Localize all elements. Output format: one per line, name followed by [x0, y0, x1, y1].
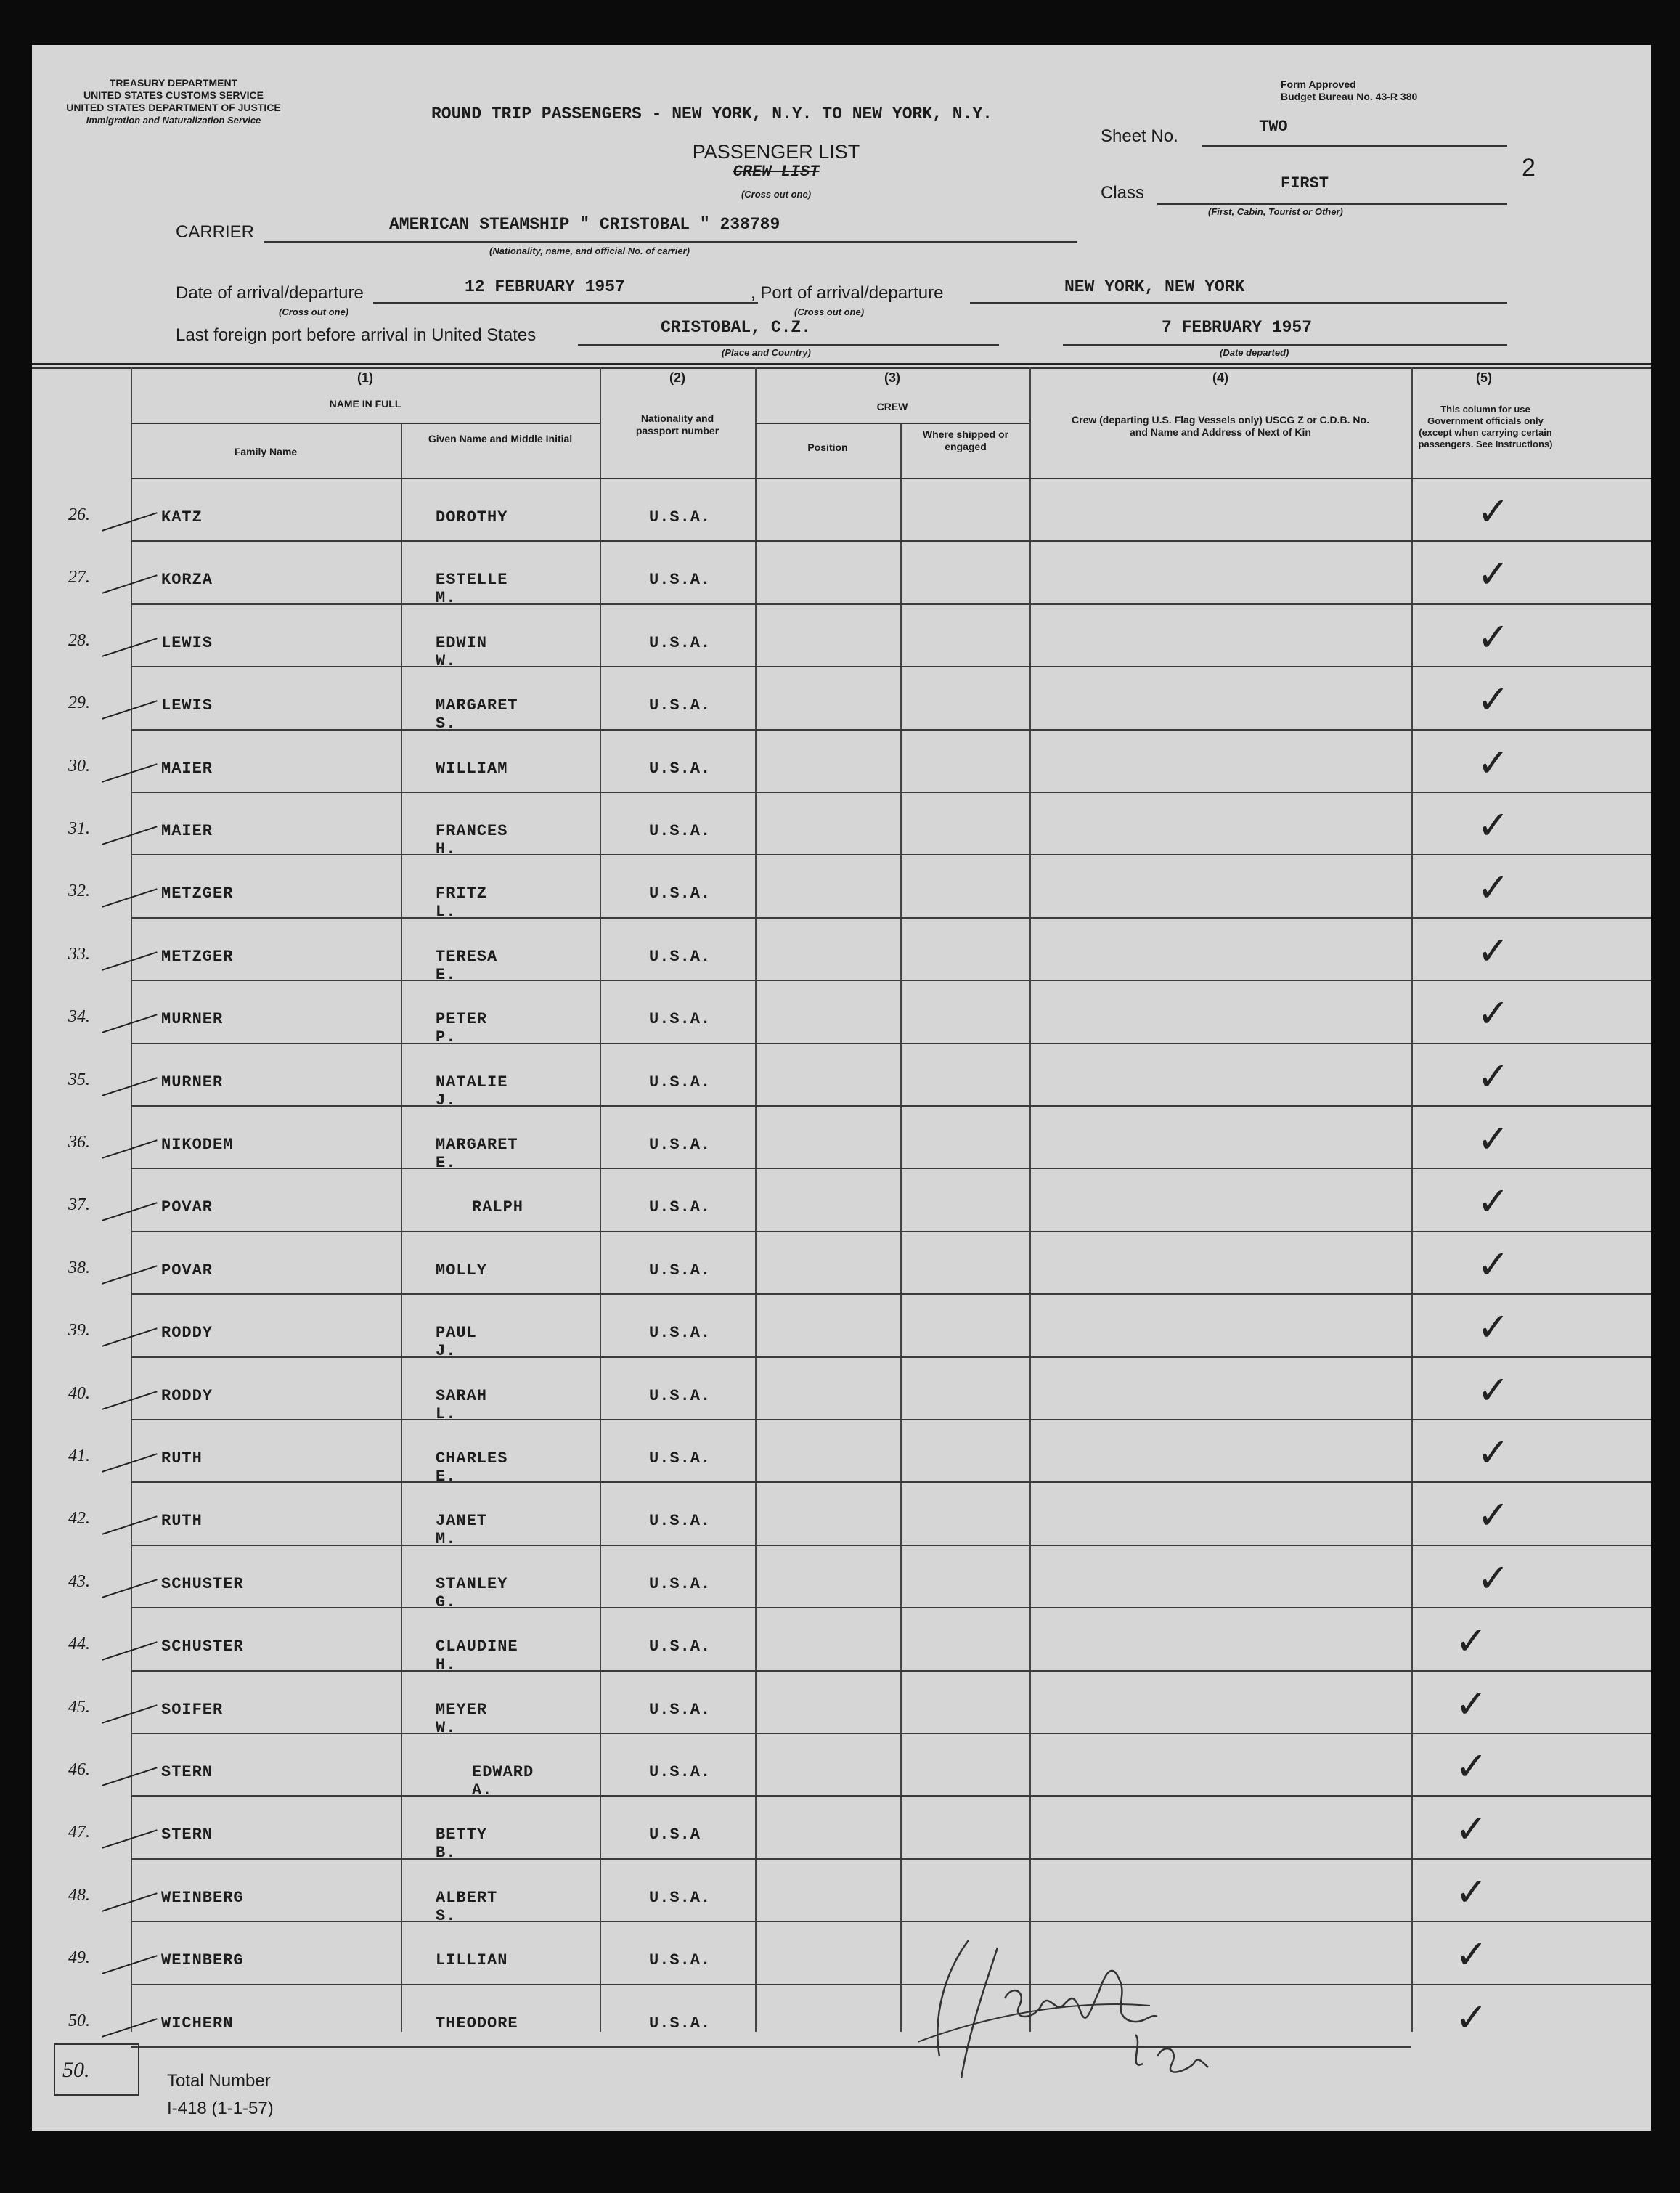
row-separator-line	[131, 1356, 1651, 1358]
port-of-arrival-value: NEW YORK, NEW YORK	[1064, 277, 1245, 296]
given-name-cell: TERESA E.	[436, 947, 498, 984]
col5-divider	[1411, 367, 1413, 2032]
row-separator-line	[131, 666, 1651, 667]
carrier-caption: (Nationality, name, and official No. of carrier)	[489, 245, 690, 256]
inspection-check-mark: ✓	[1477, 865, 1510, 911]
class-caption: (First, Cabin, Tourist or Other)	[1208, 206, 1343, 217]
family-name-cell: SCHUSTER	[161, 1574, 244, 1593]
nationality-cell: U.S.A.	[649, 1700, 711, 1719]
total-number-label: Total Number	[167, 2071, 271, 2091]
col5-number: (5)	[1476, 370, 1492, 385]
col1-title: NAME IN FULL	[329, 398, 401, 410]
given-name-cell: JANET M.	[436, 1512, 488, 1549]
row-separator-line	[131, 1481, 1651, 1483]
row-tick-stroke	[102, 1014, 158, 1033]
given-name-cell: PETER P.	[436, 1010, 488, 1047]
inspection-check-mark: ✓	[1477, 551, 1510, 598]
nationality-cell: U.S.A.	[649, 822, 711, 840]
inspection-check-mark: ✓	[1455, 1618, 1488, 1664]
row-number: 29.	[68, 693, 90, 713]
nationality-cell: U.S.A.	[649, 884, 711, 903]
nationality-cell: U.S.A.	[649, 1574, 711, 1593]
row-separator-line	[131, 792, 1651, 793]
crew-list-struck: CREW LIST	[733, 163, 820, 181]
family-name-cell: STERN	[161, 1826, 213, 1844]
dept-line: TREASURY DEPARTMENT	[109, 77, 238, 89]
family-name-cell: KATZ	[161, 508, 203, 526]
form-approved-text: Form Approved	[1281, 78, 1356, 90]
inspection-check-mark: ✓	[1455, 1868, 1488, 1915]
given-name-cell: EDWIN W.	[436, 633, 488, 670]
given-name-cell: ESTELLE M.	[436, 571, 508, 608]
inspection-check-mark: ✓	[1477, 1555, 1510, 1601]
family-name-header: Family Name	[234, 446, 298, 457]
given-name-cell: ALBERT S.	[436, 1888, 498, 1925]
col5-title: This column for use Government officials only (except when carrying certain passengers. See Instructions)	[1418, 404, 1553, 449]
family-name-cell: RUTH	[161, 1449, 203, 1468]
nationality-cell: U.S.A.	[649, 1637, 711, 1656]
row-number: 49.	[68, 1948, 90, 1968]
name-subheader-line	[131, 423, 600, 424]
given-name-cell: WILLIAM	[436, 759, 508, 778]
row-number: 32.	[68, 882, 90, 901]
family-name-cell: MURNER	[161, 1073, 224, 1091]
dept-line: UNITED STATES DEPARTMENT OF JUSTICE	[66, 102, 281, 113]
row-separator-line	[131, 1607, 1651, 1608]
row-tick-stroke	[102, 1203, 158, 1222]
place-country-caption: (Place and Country)	[722, 347, 811, 358]
dept-line: Immigration and Naturalization Service	[86, 115, 261, 126]
col3-number: (3)	[884, 370, 900, 385]
row-number: 40.	[68, 1383, 90, 1403]
departed-line	[1063, 344, 1507, 346]
inspection-check-mark: ✓	[1477, 802, 1510, 848]
col1-number: (1)	[357, 370, 373, 385]
nationality-cell: U.S.A.	[649, 1951, 711, 1970]
row-separator-line	[131, 1231, 1651, 1232]
given-name-cell: MOLLY	[436, 1261, 488, 1279]
family-name-cell: SCHUSTER	[161, 1637, 244, 1656]
inspection-check-mark: ✓	[1477, 1492, 1510, 1539]
family-name-cell: METZGER	[161, 884, 234, 903]
col4-number: (4)	[1212, 370, 1228, 385]
row-separator-line	[131, 1105, 1651, 1107]
inspection-check-mark: ✓	[1455, 1806, 1488, 1852]
given-name-cell: BETTY B.	[436, 1826, 488, 1863]
family-name-cell: MAIER	[161, 822, 213, 840]
given-name-cell: MARGARET S.	[436, 696, 518, 733]
given-name-cell: CLAUDINE H.	[436, 1637, 518, 1675]
row-number: 45.	[68, 1697, 90, 1717]
date-departed-caption: (Date departed)	[1220, 347, 1289, 358]
list-title-typed: ROUND TRIP PASSENGERS - NEW YORK, N.Y. TO NEW YORK, N.Y.	[431, 105, 992, 123]
row-separator-line	[131, 1670, 1651, 1672]
row-number: 30.	[68, 756, 90, 776]
row-separator-line	[131, 1419, 1651, 1420]
nationality-cell: U.S.A.	[649, 1449, 711, 1468]
row-number: 48.	[68, 1885, 90, 1905]
sheet-no-label: Sheet No.	[1101, 126, 1178, 146]
col3-divider	[755, 367, 757, 2032]
nationality-cell: U.S.A.	[649, 947, 711, 966]
row-tick-stroke	[102, 1830, 158, 1850]
row-separator-line	[131, 1293, 1651, 1295]
date-departed-value: 7 FEBRUARY 1957	[1162, 318, 1313, 337]
nationality-cell: U.S.A.	[649, 1010, 711, 1029]
row-tick-stroke	[102, 763, 158, 783]
nationality-cell: U.S.A.	[649, 1888, 711, 1907]
given-name-cell: MEYER W.	[436, 1700, 488, 1737]
family-name-cell: METZGER	[161, 947, 234, 966]
nationality-cell: U.S.A	[649, 1826, 701, 1844]
row-number: 42.	[68, 1509, 90, 1529]
row-tick-stroke	[102, 1767, 158, 1786]
nationality-cell: U.S.A.	[649, 1198, 711, 1217]
family-name-cell: MURNER	[161, 1010, 224, 1029]
col2-number: (2)	[669, 370, 685, 385]
row-number: 34.	[68, 1007, 90, 1027]
inspection-check-mark: ✓	[1477, 1241, 1510, 1287]
department-header	[39, 77, 308, 126]
family-name-cell: KORZA	[161, 571, 213, 590]
inspection-check-mark: ✓	[1477, 489, 1510, 534]
row-tick-stroke	[102, 1139, 158, 1159]
cross-out-caption-port: (Cross out one)	[794, 306, 865, 317]
inspection-check-mark: ✓	[1477, 1053, 1510, 1099]
carrier-label: CARRIER	[176, 222, 255, 242]
row-tick-stroke	[102, 1265, 158, 1285]
row-tick-stroke	[102, 1516, 158, 1536]
inspection-check-mark: ✓	[1477, 990, 1510, 1037]
family-name-cell: LEWIS	[161, 633, 213, 652]
cross-out-caption: (Cross out one)	[741, 189, 812, 200]
crew-header: CREW	[876, 401, 908, 412]
nationality-cell: U.S.A.	[649, 1512, 711, 1531]
inspection-check-mark: ✓	[1477, 614, 1510, 660]
given-name-cell: PAUL J.	[436, 1324, 477, 1361]
row-tick-stroke	[102, 1453, 158, 1473]
given-name-cell: STANLEY G.	[436, 1574, 508, 1611]
row-tick-stroke	[102, 575, 158, 595]
table-top-line	[32, 363, 1651, 365]
row-separator-line	[131, 540, 1651, 542]
nationality-cell: U.S.A.	[649, 1324, 711, 1343]
row-separator-line	[131, 980, 1651, 981]
inspection-check-mark: ✓	[1477, 739, 1510, 786]
row-number: 28.	[68, 630, 90, 650]
col4-divider	[1029, 367, 1031, 2032]
last-port-line	[578, 344, 999, 346]
family-name-cell: MAIER	[161, 759, 213, 778]
given-name-cell: FRITZ L.	[436, 884, 488, 921]
last-foreign-port-value: CRISTOBAL, C.Z.	[661, 318, 812, 337]
nationality-cell: U.S.A.	[649, 696, 711, 715]
given-name-cell: FRANCES H.	[436, 822, 508, 858]
row-tick-stroke	[102, 700, 158, 720]
family-name-cell: WEINBERG	[161, 1888, 244, 1907]
passenger-list-title: PASSENGER LIST	[692, 141, 860, 163]
inspection-check-mark: ✓	[1477, 1367, 1510, 1413]
family-name-cell: STERN	[161, 1763, 213, 1781]
nationality-cell: U.S.A.	[649, 1386, 711, 1405]
row-number: 39.	[68, 1321, 90, 1340]
row-tick-stroke	[102, 2018, 158, 2038]
family-name-cell: SOIFER	[161, 1700, 224, 1719]
row-tick-stroke	[102, 1704, 158, 1724]
inspection-check-mark: ✓	[1477, 1430, 1510, 1476]
row-tick-stroke	[102, 512, 158, 532]
row-tick-stroke	[102, 951, 158, 971]
carrier-value: AMERICAN STEAMSHIP " CRISTOBAL " 238789	[389, 215, 780, 234]
crew-subheader-line	[755, 423, 1029, 424]
class-line	[1157, 203, 1507, 205]
row-number: 36.	[68, 1133, 90, 1152]
row-number: 27.	[68, 568, 90, 587]
row-separator-line	[131, 1984, 1651, 1985]
given-name-cell: EDWARD A.	[472, 1763, 534, 1799]
row-separator-line	[131, 917, 1651, 919]
header-bottom-line	[131, 478, 1651, 479]
given-name-cell: MARGARET E.	[436, 1136, 518, 1172]
date-line	[373, 302, 758, 304]
budget-bureau-text: Budget Bureau No. 43-R 380	[1281, 91, 1418, 102]
row-separator-line	[131, 1043, 1651, 1044]
nationality-header: Nationality and passport number	[635, 412, 719, 436]
inspection-check-mark: ✓	[1455, 1744, 1488, 1789]
table-top-line-2	[32, 367, 1651, 369]
row-separator-line	[131, 603, 1651, 605]
port-of-arrival-label: , Port of arrival/departure	[751, 283, 944, 303]
form-approval	[1281, 78, 1417, 103]
row-number: 43.	[68, 1571, 90, 1591]
sheet-no-line	[1202, 145, 1507, 147]
inspection-check-mark: ✓	[1477, 927, 1510, 974]
given-name-cell: RALPH	[472, 1198, 524, 1217]
row-number: 50.	[68, 2011, 90, 2030]
row-tick-stroke	[102, 1579, 158, 1598]
row-separator-line	[131, 729, 1651, 731]
family-name-cell: RODDY	[161, 1324, 213, 1343]
where-shipped-header: Where shipped or engaged	[922, 428, 1009, 452]
given-name-cell: NATALIE J.	[436, 1073, 508, 1110]
position-header: Position	[807, 442, 848, 453]
inspector-signature	[918, 1911, 1324, 2100]
family-name-cell: NIKODEM	[161, 1136, 234, 1154]
date-of-arrival-label: Date of arrival/departure	[176, 283, 364, 303]
port-line	[970, 302, 1507, 304]
sheet-no-value: TWO	[1259, 118, 1288, 136]
family-given-divider	[401, 423, 402, 2032]
row-number: 44.	[68, 1635, 90, 1654]
last-foreign-port-label: Last foreign port before arrival in United States	[176, 325, 537, 345]
nationality-cell: U.S.A.	[649, 1136, 711, 1154]
given-name-cell: LILLIAN	[436, 1951, 508, 1970]
nationality-cell: U.S.A.	[649, 508, 711, 526]
row-number: 26.	[68, 505, 90, 524]
row-number: 35.	[68, 1070, 90, 1089]
col2-divider	[600, 367, 601, 2032]
row-tick-stroke	[102, 1327, 158, 1347]
dept-line: UNITED STATES CUSTOMS SERVICE	[83, 89, 264, 101]
nationality-cell: U.S.A.	[649, 2014, 711, 2033]
row-number: 41.	[68, 1447, 90, 1465]
row-separator-line	[131, 1795, 1651, 1797]
row-separator-line	[131, 1545, 1651, 1546]
inspection-check-mark: ✓	[1455, 1994, 1488, 2041]
row-tick-stroke	[102, 826, 158, 845]
row-tick-stroke	[102, 889, 158, 908]
given-name-cell: DOROTHY	[436, 508, 508, 526]
total-number-value: 50.	[62, 2058, 90, 2082]
date-of-arrival-value: 12 FEBRUARY 1957	[465, 277, 625, 296]
family-name-cell: RUTH	[161, 1512, 203, 1531]
col4-title: Crew (departing U.S. Flag Vessels only) USCG Z or C.D.B. No. and Name and Address of Next of Kin	[1072, 414, 1369, 438]
row-separator-line	[131, 854, 1651, 855]
family-name-cell: WEINBERG	[161, 1951, 244, 1970]
row-number: 37.	[68, 1195, 90, 1215]
inspection-check-mark: ✓	[1455, 1932, 1488, 1978]
nationality-cell: U.S.A.	[649, 1073, 711, 1091]
given-name-cell: THEODORE	[436, 2014, 518, 2033]
nationality-cell: U.S.A.	[649, 1261, 711, 1279]
passenger-list-form	[32, 45, 1651, 2131]
family-name-cell: POVAR	[161, 1198, 213, 1217]
row-tick-stroke	[102, 1077, 158, 1096]
form-number: I-418 (1-1-57)	[167, 2099, 274, 2118]
row-separator-line	[131, 1733, 1651, 1734]
row-separator-line	[131, 1858, 1651, 1860]
row-number: 46.	[68, 1760, 90, 1779]
row-separator-line	[131, 1168, 1651, 1169]
inspection-check-mark: ✓	[1455, 1680, 1488, 1727]
family-name-cell: RODDY	[161, 1386, 213, 1405]
inspection-check-mark: ✓	[1477, 1116, 1510, 1162]
family-name-cell: LEWIS	[161, 696, 213, 715]
cross-out-caption-date: (Cross out one)	[279, 306, 349, 317]
given-name-cell: SARAH L.	[436, 1386, 488, 1423]
row-number: 33.	[68, 944, 90, 964]
inspection-check-mark: ✓	[1477, 1304, 1510, 1351]
nationality-cell: U.S.A.	[649, 759, 711, 778]
nationality-cell: U.S.A.	[649, 633, 711, 652]
family-name-cell: POVAR	[161, 1261, 213, 1279]
row-tick-stroke	[102, 1391, 158, 1410]
row-number: 47.	[68, 1823, 90, 1842]
given-name-cell: CHARLES E.	[436, 1449, 508, 1486]
row-tick-stroke	[102, 638, 158, 657]
row-tick-stroke	[102, 1892, 158, 1912]
row-number: 31.	[68, 819, 90, 838]
row-number: 38.	[68, 1258, 90, 1277]
nationality-cell: U.S.A.	[649, 1763, 711, 1781]
inspection-check-mark: ✓	[1477, 1179, 1510, 1225]
family-name-cell: WICHERN	[161, 2014, 234, 2033]
total-number-box	[54, 2043, 139, 2096]
row-tick-stroke	[102, 1641, 158, 1661]
class-label: Class	[1101, 183, 1145, 203]
nationality-cell: U.S.A.	[649, 571, 711, 590]
inspection-check-mark: ✓	[1477, 677, 1510, 723]
position-shipped-divider	[900, 423, 902, 2032]
table-left-border	[131, 367, 132, 2032]
row-separator-line	[131, 1921, 1651, 1922]
carrier-line	[264, 241, 1077, 243]
class-value: FIRST	[1281, 174, 1329, 192]
given-name-header: Given Name and Middle Initial	[428, 433, 573, 444]
page-number: 2	[1522, 154, 1536, 182]
row-tick-stroke	[102, 1955, 158, 1974]
